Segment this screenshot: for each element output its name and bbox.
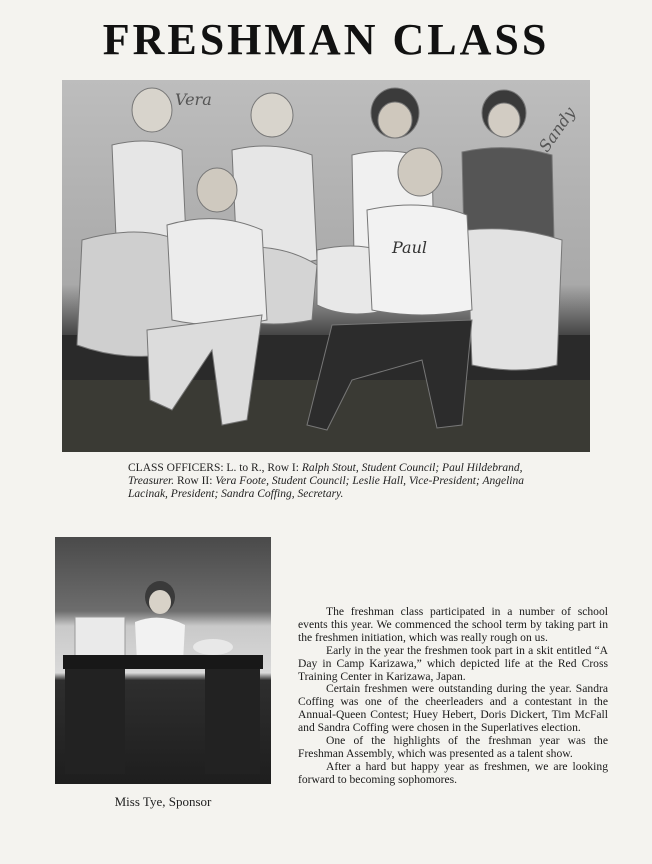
article-paragraph: One of the highlights of the freshman year was the Freshman Assembly, which was presented as a talent show. <box>298 734 608 760</box>
article-paragraph: The freshman class participated in a number of school events this year. We commenced the school term by taking part in the freshmen initiation, which was really rough on us. <box>298 605 608 644</box>
signature-vera: Vera <box>175 90 212 109</box>
caption-row-1-names: Ralph Stout, Student Council; Paul Hildebrand, Treasurer. <box>128 462 523 487</box>
class-officers-photo <box>62 80 590 452</box>
sponsor-photo-illustration <box>55 537 271 784</box>
article-paragraph: Certain freshmen were outstanding during the year. Sandra Coffing was one of the cheerleaders and a contestant in the Annual-Queen Contest; Huey Hebert, Doris Dickert, Tim McFall and Sandra Coffing were chosen in the Superlatives election. <box>298 682 608 735</box>
signature-sandy: Sandy <box>534 103 580 156</box>
caption-lead: CLASS OFFICERS: L. to R., Row I: <box>128 462 302 474</box>
page-title: FRESHMAN CLASS <box>102 15 550 64</box>
signature-paul: Paul <box>392 238 428 257</box>
article-paragraph: After a hard but happy year as freshmen, we are looking forward to becoming sophomores. <box>298 759 608 786</box>
sponsor-photo <box>55 537 271 784</box>
class-officers-caption <box>128 462 528 501</box>
class-officers-photo-illustration <box>62 80 590 452</box>
article-paragraph: Early in the year the freshmen took part in a skit entitled “A Day in Camp Karizawa,” which depicted life at the Red Cross Training Center in Karizawa, Japan. <box>298 643 608 683</box>
caption-row-2-label: Row II: <box>174 475 216 487</box>
caption-row-2-names: Vera Foote, Student Council; Leslie Hall, Vice-President; Angelina Lacinak, President; Sandra Coffing, Secretary. <box>128 475 524 500</box>
article-body <box>298 606 608 787</box>
sponsor-caption: Miss Tye, Sponsor <box>114 794 212 809</box>
